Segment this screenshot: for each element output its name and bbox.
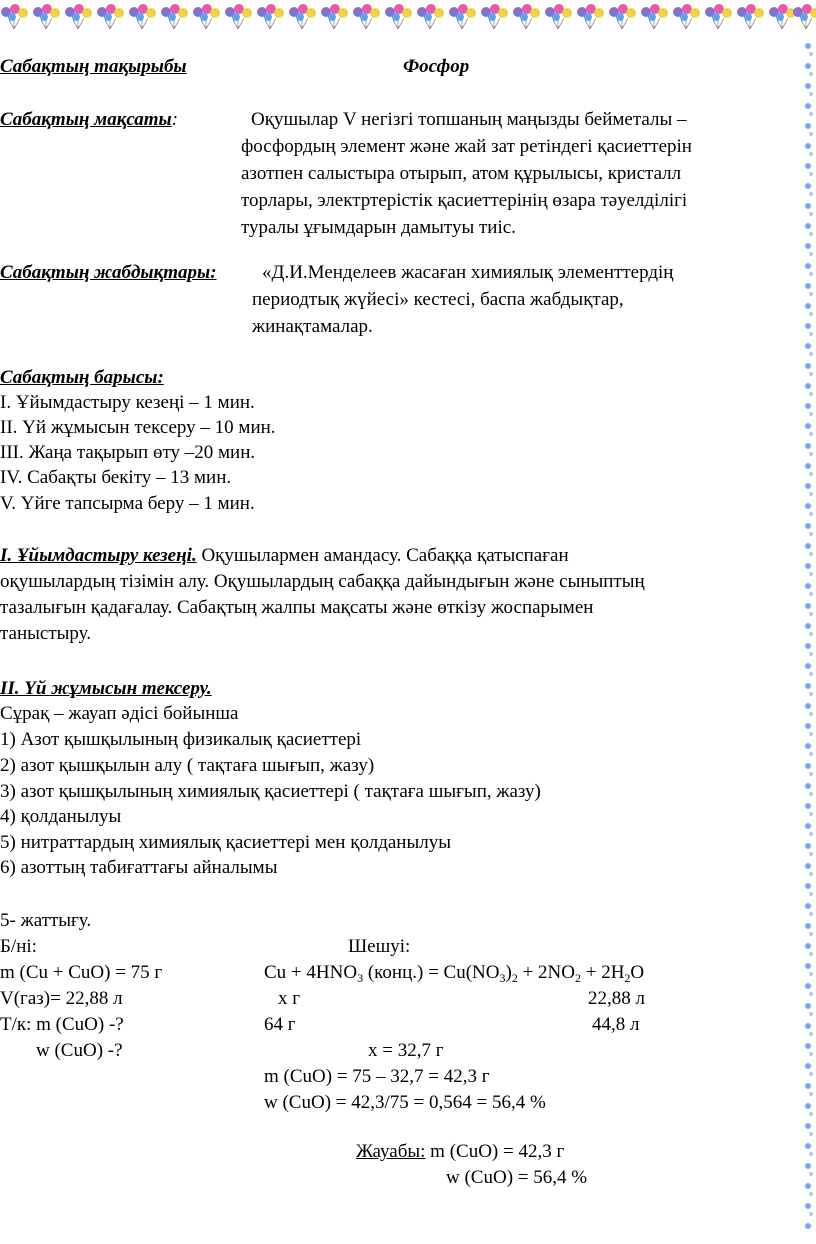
section2-heading: II. Үй жұмысын тексеру. [0, 678, 212, 699]
progress-step: IV. Сабақты бекіту – 13 мин. [0, 467, 232, 488]
question-item: 3) азот қышқылының химиялық қасиеттері ( тақтаға шығып, жазу) [0, 781, 541, 802]
reaction-equation: $Cu + 4HNO_3$ (конц.) = $Cu(NO_3)_2 + 2NO_2 + 2H_2O$ [264, 962, 645, 985]
given-item: w (CuO) -? [36, 1040, 123, 1061]
section1-first-line: I. Ұйымдастыру кезеңі. Оқушылармен амандасу. Сабаққа қатыспаған [0, 545, 569, 566]
stoich-volume: 22,88 л [588, 988, 645, 1009]
progress-step: V. Үйге тапсырма беру – 1 мин. [0, 493, 255, 514]
goal-line: фосфордың элемент және жай зат ретіндегі қасиеттерін [241, 136, 692, 157]
topic-label: Сабақтың тақырыбы [0, 56, 187, 77]
goal-colon: : [171, 109, 179, 130]
goal-label: Сабақтың мақсаты [0, 109, 172, 130]
topic-row [0, 55, 187, 79]
solution-label: Шешуі: [348, 936, 411, 957]
stoich-mass: 64 г [264, 1014, 296, 1035]
balloon-border-top [0, 0, 816, 34]
section2-method: Сұрақ – жауап әдісі бойынша [0, 703, 239, 724]
stoich-mass: x г [278, 988, 301, 1009]
section1-heading: I. Ұйымдастыру кезеңі. [0, 545, 197, 566]
goal-line: Оқушылар V негізгі топшаның маңызды бейметалы – [251, 109, 687, 130]
calc-line: m (CuO) = 75 – 32,7 = 42,3 г [264, 1066, 490, 1087]
section1-line: оқушылардың тізімін алу. Оқушылардың сабаққа дайындығын және сыныптың [0, 571, 645, 592]
goal-line: туралы ұғымдарын дамытуы тиіс. [241, 217, 516, 238]
progress-step: I. Ұйымдастыру кезеңі – 1 мин. [0, 392, 255, 413]
equipment-line: периодтық жүйесі» кестесі, баспа жабдықтар, [252, 289, 624, 310]
question-item: 5) нитраттардың химиялық қасиеттері мен қолданылуы [0, 832, 451, 853]
given-item: m (Cu + CuO) = 75 г [0, 962, 163, 983]
answer-line: Жауабы: m (CuO) = 42,3 г [356, 1141, 565, 1162]
goal-line: торлары, электртерістік қасиеттерінің өзара тәуелділігі [241, 190, 688, 211]
equipment-line: «Д.И.Менделеев жасаған химиялық элементтердің [262, 262, 674, 283]
goal-line: азотпен салыстыра отырып, атом құрылысы, кристалл [241, 163, 682, 184]
progress-step: III. Жаңа тақырып өту –20 мин. [0, 442, 256, 463]
equipment-label: Сабақтың жабдықтары: [0, 262, 217, 283]
given-item: V(газ)= 22,88 л [0, 988, 123, 1009]
section1-line: таныстыру. [0, 623, 92, 644]
exercise-title: 5- жаттығу. [0, 910, 92, 931]
question-item: 6) азоттың табиғаттағы айналымы [0, 857, 278, 878]
answer-line: w (CuO) = 56,4 % [446, 1167, 588, 1188]
goal-label-row [0, 108, 178, 132]
balloon-border-right [800, 40, 816, 1230]
x-result: x = 32,7 г [368, 1040, 444, 1061]
progress-step: II. Үй жұмысын тексеру – 10 мин. [0, 417, 276, 438]
section1-line: тазалығын қадағалау. Сабақтың жалпы мақсаты және өткізу жоспарымен [0, 597, 594, 618]
answer-label: Жауабы: [356, 1141, 426, 1162]
calc-line: w (CuO) = 42,3/75 = 0,564 = 56,4 % [264, 1092, 546, 1113]
question-item: 1) Азот қышқылының физикалық қасиеттері [0, 729, 362, 750]
given-label: Б/ні: [0, 936, 37, 957]
equipment-line: жинақтамалар. [252, 316, 373, 337]
given-item: Т/к: m (CuO) -? [0, 1014, 124, 1035]
progress-label: Сабақтың барысы: [0, 367, 164, 388]
question-item: 2) азот қышқылын алу ( тақтаға шығып, жазу) [0, 755, 375, 776]
stoich-volume: 44,8 л [592, 1014, 640, 1035]
question-item: 4) қолданылуы [0, 806, 122, 827]
topic-value: Фосфор [403, 56, 470, 77]
